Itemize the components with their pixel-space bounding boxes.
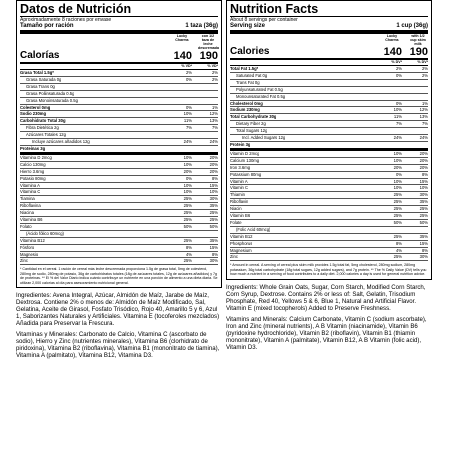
nutrient-label: Grasa Monoinsaturada 0.5g [26, 97, 78, 103]
nutrient-label: Niacina [20, 210, 34, 216]
english-serving-size-label: Serving size [230, 23, 266, 29]
nutrient-dv-value: 50% [183, 223, 192, 229]
nutrient-dv-value [408, 227, 428, 233]
english-servings-per-container: About 8 servings per container [230, 17, 298, 23]
english-dv-header-1: % DV* [391, 60, 402, 64]
nutrient-dv-value: 0% [395, 72, 402, 78]
nutrient-dv-value: 0% [395, 100, 402, 106]
nutrient-dv-value: 4% [185, 251, 192, 257]
nutrient-label: Incl. Added Sugars 12g [242, 135, 286, 141]
nutrient-dv-value: 8% [185, 244, 192, 250]
nutrient-dv-value: 24% [393, 135, 402, 141]
nutrient-dv-value [172, 98, 192, 104]
nutrient-row [20, 146, 218, 155]
nutrient-dv-value: 0% [185, 76, 192, 82]
spanish-servings-per-container: Aproximadamente 8 raciones por envase [20, 17, 112, 23]
nutrient-dv-value: 2% [421, 72, 428, 78]
english-nutrition-label [226, 0, 432, 280]
nutrient-row [230, 227, 428, 234]
nutrient-dv-value [382, 142, 402, 148]
nutrient-row [230, 114, 428, 121]
english-dv-header-2: % DV* [417, 60, 428, 64]
nutrient-label: Trans Fat 0g [236, 79, 260, 85]
nutrient-dv-value: 20% [209, 161, 218, 167]
english-calories-cereal: 140 [383, 46, 402, 58]
nutrient-dv-value [382, 128, 402, 134]
nutrient-dv-value: 2% [211, 70, 218, 75]
nutrient-row [20, 77, 218, 84]
nutrient-dv-value: 25% [183, 203, 192, 209]
nutrient-dv-value: 10% [393, 178, 402, 184]
nutrient-row [20, 196, 218, 203]
nutrient-row [20, 98, 218, 105]
nutrient-label: Vitamin B6 [230, 213, 251, 219]
nutrient-label: Vitamina B12 [20, 237, 45, 243]
nutrient-dv-value [408, 128, 428, 134]
nutrient-dv-value: 20% [393, 164, 402, 170]
english-calories-row [230, 46, 428, 60]
nutrient-row [230, 94, 428, 101]
english-footnote: * Amount in cereal. A serving of cereal plus skim milk provides 1.5g total fat, 5mg cholesterol, 280mg sodium, 280mg potassium, 36g total carbohydrate (18g total sugars, 12g added sugars), and 7g protein. ** The % Daily Value (DV) tells you how much a nutrient in a serving of food contributes to a daily diet. 2,000 calories a day is used for general nutrition advice. [230, 263, 427, 277]
nutrient-dv-value: 20% [419, 157, 428, 163]
nutrient-dv-value: 8% [211, 251, 218, 257]
nutrient-dv-value: 20% [419, 164, 428, 170]
nutrient-dv-value: 0% [185, 175, 192, 181]
nutrient-dv-value: 25% [393, 192, 402, 198]
nutrient-row [230, 142, 428, 151]
nutrient-dv-value: 12% [209, 111, 218, 117]
nutrient-label: Fósforo [20, 244, 35, 250]
nutrient-dv-value: 30% [209, 258, 218, 264]
english-vitamins-minerals: Vitamins and Minerals: Calcium Carbonate, Vitamin C (sodium ascorbate), Iron and Zinc (mineral nutrients), A B Vitamin (niacinamide), Vitamin B6 (pyridoxine hydrochloride), Vitamin B2 (riboflavin), Vitamin B1 (thiamin mononitrate), Vitamin A (palmitate), Vitamin B12, A B Vitamin (folic acid), Vitamin D3. [226, 315, 427, 351]
nutrient-dv-value [198, 84, 218, 90]
nutrient-dv-value: 2% [185, 70, 192, 75]
nutrient-row [20, 70, 218, 77]
nutrient-dv-value: 15% [209, 244, 218, 250]
spanish-col2-header: con 1/2 taza de leche descremada [198, 34, 219, 50]
nutrient-row [20, 189, 218, 196]
nutrient-dv-value: 8% [421, 247, 428, 253]
spanish-nutrient-rows [20, 70, 218, 265]
nutrient-dv-value: 10% [183, 182, 192, 188]
nutrient-row [230, 220, 428, 227]
nutrient-label: (Ácido fólico 60mcg) [26, 230, 64, 236]
nutrient-row [20, 176, 218, 183]
nutrient-dv-value [198, 146, 218, 152]
english-col2-header: with 1/2 cup skim milk [410, 34, 426, 46]
nutrient-dv-value [198, 231, 218, 237]
nutrient-label: Fibra Dietética 2g [26, 125, 59, 131]
nutrient-dv-value: 30% [419, 192, 428, 198]
nutrient-dv-value: 10% [183, 161, 192, 167]
nutrient-dv-value: 35% [209, 203, 218, 209]
nutrient-dv-value: 25% [393, 254, 402, 260]
nutrient-label: Folate [230, 219, 242, 225]
nutrient-dv-value: 2% [421, 66, 428, 71]
english-col1-header: Lucky Charms [385, 34, 399, 42]
nutrient-dv-value: 11% [393, 114, 402, 120]
nutrient-dv-value: 0% [185, 104, 192, 110]
nutrient-dv-value: 25% [419, 206, 428, 212]
nutrient-dv-value: 13% [209, 118, 218, 124]
nutrient-dv-value [408, 87, 428, 93]
nutrient-label: Vitamin C [230, 185, 249, 191]
nutrient-row [20, 111, 218, 118]
nutrient-row [20, 91, 218, 98]
nutrient-label: Cholesterol 0mg [230, 100, 263, 106]
nutrient-row [230, 151, 428, 158]
nutrient-dv-value [172, 84, 192, 90]
nutrient-row [230, 121, 428, 128]
nutrient-row [230, 135, 428, 142]
nutrient-label: Vitamina C [20, 189, 41, 195]
english-serving-size-row [230, 23, 428, 34]
nutrient-dv-value: 11% [183, 118, 192, 124]
nutrient-label: Vitamina B6 [20, 217, 43, 223]
nutrient-dv-value: 25% [183, 258, 192, 264]
nutrient-dv-value [408, 80, 428, 86]
nutrient-label: Zinc [20, 258, 28, 264]
nutrient-row [20, 155, 218, 162]
nutrient-dv-value: 25% [183, 237, 192, 243]
nutrient-dv-value: 25% [209, 217, 218, 223]
nutrient-dv-value: 4% [395, 247, 402, 253]
nutrient-label: Vitamin B12 [230, 233, 253, 239]
nutrient-label: Phosphorus [230, 240, 253, 246]
nutrient-row [20, 183, 218, 190]
spanish-vitamins-minerals: Vitaminas y Minerales: Carbonato de Calcio, Vitamina C (ascorbato de sodio), Hierro y Zinc (nutrientes minerales), Vitamina B6 (clorhidrato de piridoxina), Vitamina B2 (riboflavina), Vitamina B1 (mononitrato de tiamina), Vitamina A (palmitato), Vitamina B12, Vitamina D3. [16, 331, 220, 359]
nutrient-row [230, 165, 428, 172]
nutrient-dv-value: 10% [393, 150, 402, 156]
nutrient-row [230, 73, 428, 80]
english-nutrient-rows [230, 66, 428, 261]
nutrient-row [230, 158, 428, 165]
spanish-calories-row [20, 50, 218, 64]
nutrient-dv-value [198, 132, 218, 138]
nutrient-label: Vitamin D 2mcg [230, 150, 260, 156]
nutrient-row [230, 199, 428, 206]
nutrient-label: Total Carbohydrate 30g [230, 114, 277, 120]
nutrient-row [20, 105, 218, 112]
nutrient-dv-value [408, 142, 428, 148]
nutrient-dv-value: 20% [209, 168, 218, 174]
nutrient-row [230, 185, 428, 192]
nutrient-dv-value: 8% [421, 171, 428, 177]
nutrient-label: Grasa Total 1.5g* [20, 70, 54, 75]
nutrient-row [20, 125, 218, 132]
english-serving-size-value: 1 cup (36g) [396, 23, 428, 29]
nutrient-row [20, 139, 218, 146]
nutrient-label: Hierro 3.6mg [20, 168, 45, 174]
nutrient-row [230, 128, 428, 135]
nutrient-dv-value: 50% [393, 219, 402, 225]
nutrient-row [20, 224, 218, 231]
nutrient-row [20, 84, 218, 91]
nutrient-row [230, 254, 428, 261]
nutrient-row [230, 213, 428, 220]
spanish-dv-header-2: % VD* [207, 64, 218, 68]
nutrient-dv-value [198, 91, 218, 97]
nutrient-dv-value [408, 94, 428, 100]
nutrient-dv-value: 0% [395, 171, 402, 177]
nutrient-dv-value: 50% [419, 219, 428, 225]
nutrient-label: Total Sugars 12g [236, 128, 268, 134]
nutrient-dv-value: 35% [419, 233, 428, 239]
nutrient-dv-value: 35% [419, 199, 428, 205]
nutrient-row [20, 231, 218, 238]
nutrient-dv-value: 20% [209, 154, 218, 160]
nutrient-label: Potasio 80mg [20, 175, 46, 181]
nutrient-dv-value [382, 87, 402, 93]
spanish-footnote: * Cantidad en el cereal. 1 ración de cereal más leche descremada proporciona 1.5g de grasa total, 5mg de colesterol, 280mg de sodio, 280mg de potasio, 36g de carbohidratos totales (18g de azúcares totales, 12g de azúcares añadidos) y 7g de proteínas. ** El % del Valor Diario indica cuánto contribuye un nutriente en una porción de alimento a una dieta diaria. Se utilizan 2,000 calorías al día para asesoramiento nutricional general. [20, 267, 218, 285]
spanish-ingredients: Ingredientes: Avena Integral, Azúcar, Almidón de Maíz, Jarabe de Maíz, Dextrosa. Contiene 2% o menos de: Almidón de Maíz Modificado, Sal, Gelatina, Aceite de Girasol, Fosfato Trisódico, Rojo 40, Amarillo 5 y 6, Azul 1, Saborizantes Naturales y Artificiales. Vitamina E (tocoferoles mezclados) Añadida para Preservar la Frescura. [16, 292, 220, 327]
nutrient-row [20, 252, 218, 259]
nutrient-dv-value: 25% [393, 233, 402, 239]
nutrient-label: Grasa Poliinsaturada 0.5g [26, 90, 75, 96]
nutrient-dv-value: 7% [421, 121, 428, 127]
nutrient-label: Carbohidrato Total 30g [20, 118, 66, 124]
nutrient-row [20, 132, 218, 139]
nutrient-dv-value: 24% [209, 139, 218, 145]
nutrient-dv-value: 15% [209, 182, 218, 188]
nutrient-label: Incluye azúcares añadidos 12g [32, 139, 90, 145]
nutrient-dv-value: 25% [183, 196, 192, 202]
nutrient-dv-value: 8% [395, 240, 402, 246]
nutrient-dv-value: 2% [211, 76, 218, 82]
nutrient-label: Potassium 80mg [230, 171, 262, 177]
spanish-calories-cereal: 140 [173, 50, 192, 62]
nutrient-label: Vitamin A [230, 178, 248, 184]
nutrient-dv-value: 7% [185, 125, 192, 131]
nutrient-label: Sodium 230mg [230, 107, 260, 113]
english-calories-label: Calories [230, 46, 270, 57]
nutrient-dv-value: 7% [395, 121, 402, 127]
nutrient-dv-value: 10% [209, 189, 218, 195]
nutrient-row [230, 107, 428, 114]
nutrient-row [230, 241, 428, 248]
nutrient-dv-value [382, 94, 402, 100]
nutrient-label: Tiamina [20, 196, 35, 202]
english-column-headers [230, 34, 428, 46]
nutrient-row [20, 169, 218, 176]
nutrient-label: Iron 3.6mg [230, 164, 251, 170]
nutrient-row [230, 248, 428, 255]
nutrient-label: Monounsaturated Fat 0.5g [236, 93, 286, 99]
nutrient-dv-value: 25% [419, 213, 428, 219]
spanish-nutrition-label [16, 0, 222, 288]
nutrient-row [230, 192, 428, 199]
spanish-calories-label: Calorías [20, 50, 60, 61]
nutrient-dv-value [172, 91, 192, 97]
nutrient-dv-value: 10% [183, 154, 192, 160]
nutrient-row [230, 172, 428, 179]
nutrient-row [20, 118, 218, 125]
nutrient-label: Riboflavin [230, 199, 249, 205]
nutrient-row [20, 238, 218, 245]
nutrient-label: Sodio 230mg [20, 111, 47, 117]
nutrient-dv-value: 10% [393, 107, 402, 113]
nutrient-dv-value: 25% [393, 199, 402, 205]
nutrient-label: Polyunsaturated Fat 0.5g [236, 86, 283, 92]
nutrient-label: Thiamin [230, 192, 245, 198]
nutrient-row [230, 66, 428, 73]
nutrient-row [20, 258, 218, 265]
nutrient-dv-value: 12% [419, 107, 428, 113]
spanish-serving-size-row [20, 23, 218, 34]
nutrient-row [230, 87, 428, 94]
nutrient-dv-value: 10% [393, 185, 402, 191]
nutrient-label: Proteínas 3g [20, 145, 46, 151]
nutrient-dv-value: 15% [419, 178, 428, 184]
nutrient-row [230, 80, 428, 87]
nutrient-dv-value: 30% [419, 254, 428, 260]
nutrient-dv-value: 24% [419, 135, 428, 141]
nutrient-label: Calcium 130mg [230, 157, 260, 163]
nutrient-dv-value: 25% [209, 210, 218, 216]
nutrient-dv-value: 1% [421, 100, 428, 106]
nutrient-dv-value: 10% [419, 185, 428, 191]
nutrient-label: Niacin [230, 206, 242, 212]
spanish-serving-size-value: 1 taza (36g) [185, 23, 218, 29]
nutrient-dv-value: 35% [209, 237, 218, 243]
nutrient-label: Zinc [230, 254, 238, 260]
nutrient-dv-value: 10% [183, 111, 192, 117]
nutrient-dv-value: 13% [419, 114, 428, 120]
nutrient-label: Protein 3g [230, 141, 251, 147]
nutrient-dv-value: 25% [183, 210, 192, 216]
nutrient-label: Dietary Fiber 2g [236, 121, 266, 127]
nutrient-dv-value: 25% [183, 217, 192, 223]
nutrient-row [230, 179, 428, 186]
nutrient-label: (Folic Acid 60mcg) [236, 226, 271, 232]
nutrient-row [20, 210, 218, 217]
english-ingredients: Ingredients: Whole Grain Oats, Sugar, Corn Starch, Modified Corn Starch, Corn Syrup, Dextrose. Contains 2% or less of: Salt, Gelatin, Trisodium Phosphate, Red 40, Yellows 5 & 6, Blue 1, Natural and Artificial Flavor. Vitamin E (mixed tocopherols) Added to Preserve Freshness. [226, 283, 426, 312]
nutrient-dv-value [382, 227, 402, 233]
nutrient-label: Azúcares Totales 12g [26, 132, 66, 138]
spanish-col1-header: Lucky Charms [175, 34, 189, 42]
nutrient-label: Folato [20, 223, 32, 229]
nutrient-dv-value: 24% [183, 139, 192, 145]
nutrient-dv-value: 25% [393, 213, 402, 219]
nutrient-dv-value: 50% [209, 223, 218, 229]
nutrient-dv-value: 7% [211, 125, 218, 131]
nutrient-dv-value: 20% [183, 168, 192, 174]
nutrient-label: Saturated Fat 0g [236, 72, 268, 78]
nutrient-dv-value: 8% [211, 175, 218, 181]
nutrient-dv-value: 2% [395, 66, 402, 71]
nutrient-dv-value: 20% [419, 150, 428, 156]
nutrient-dv-value: 30% [209, 196, 218, 202]
english-label-title: Nutrition Facts [230, 3, 428, 17]
spanish-dv-header-1: % VD* [181, 64, 192, 68]
nutrient-dv-value [382, 80, 402, 86]
spanish-serving-size-label: Tamaño por ración [20, 23, 74, 29]
nutrient-label: Total Fat 1.5g* [230, 66, 259, 71]
nutrient-row [20, 217, 218, 224]
nutrient-dv-value: 25% [393, 206, 402, 212]
nutrient-label: Vitamina D 2mcg [20, 154, 52, 160]
nutrient-dv-value [172, 132, 192, 138]
nutrient-dv-value: 15% [419, 240, 428, 246]
nutrient-label: Magnesio [20, 251, 39, 257]
nutrient-label: Riboflavina [20, 203, 41, 209]
nutrient-row [20, 203, 218, 210]
english-nutrition-panel [226, 0, 432, 450]
nutrient-dv-value [172, 231, 192, 237]
nutrient-dv-value: 10% [183, 189, 192, 195]
spanish-nutrition-panel [16, 0, 222, 450]
english-calories-milk: 190 [409, 46, 428, 58]
nutrient-dv-value [172, 146, 192, 152]
nutrient-dv-value [198, 98, 218, 104]
nutrient-label: Calcio 130mg [20, 161, 46, 167]
nutrient-label: Colesterol 0mg [20, 104, 51, 110]
spanish-column-headers [20, 34, 218, 50]
nutrient-label: Grasa Saturada 0g [26, 76, 62, 82]
nutrient-row [230, 234, 428, 241]
nutrient-label: Vitamina A [20, 182, 40, 188]
nutrient-label: Grasa Trans 0g [26, 83, 55, 89]
nutrient-label: Magnesium [230, 247, 252, 253]
nutrient-row [230, 206, 428, 213]
nutrient-row [20, 162, 218, 169]
nutrient-row [230, 101, 428, 108]
nutrient-dv-value: 1% [211, 104, 218, 110]
nutrient-row [20, 245, 218, 252]
spanish-label-title: Datos de Nutrición [20, 3, 218, 17]
spanish-calories-milk: 190 [199, 50, 218, 62]
nutrient-dv-value: 10% [393, 157, 402, 163]
